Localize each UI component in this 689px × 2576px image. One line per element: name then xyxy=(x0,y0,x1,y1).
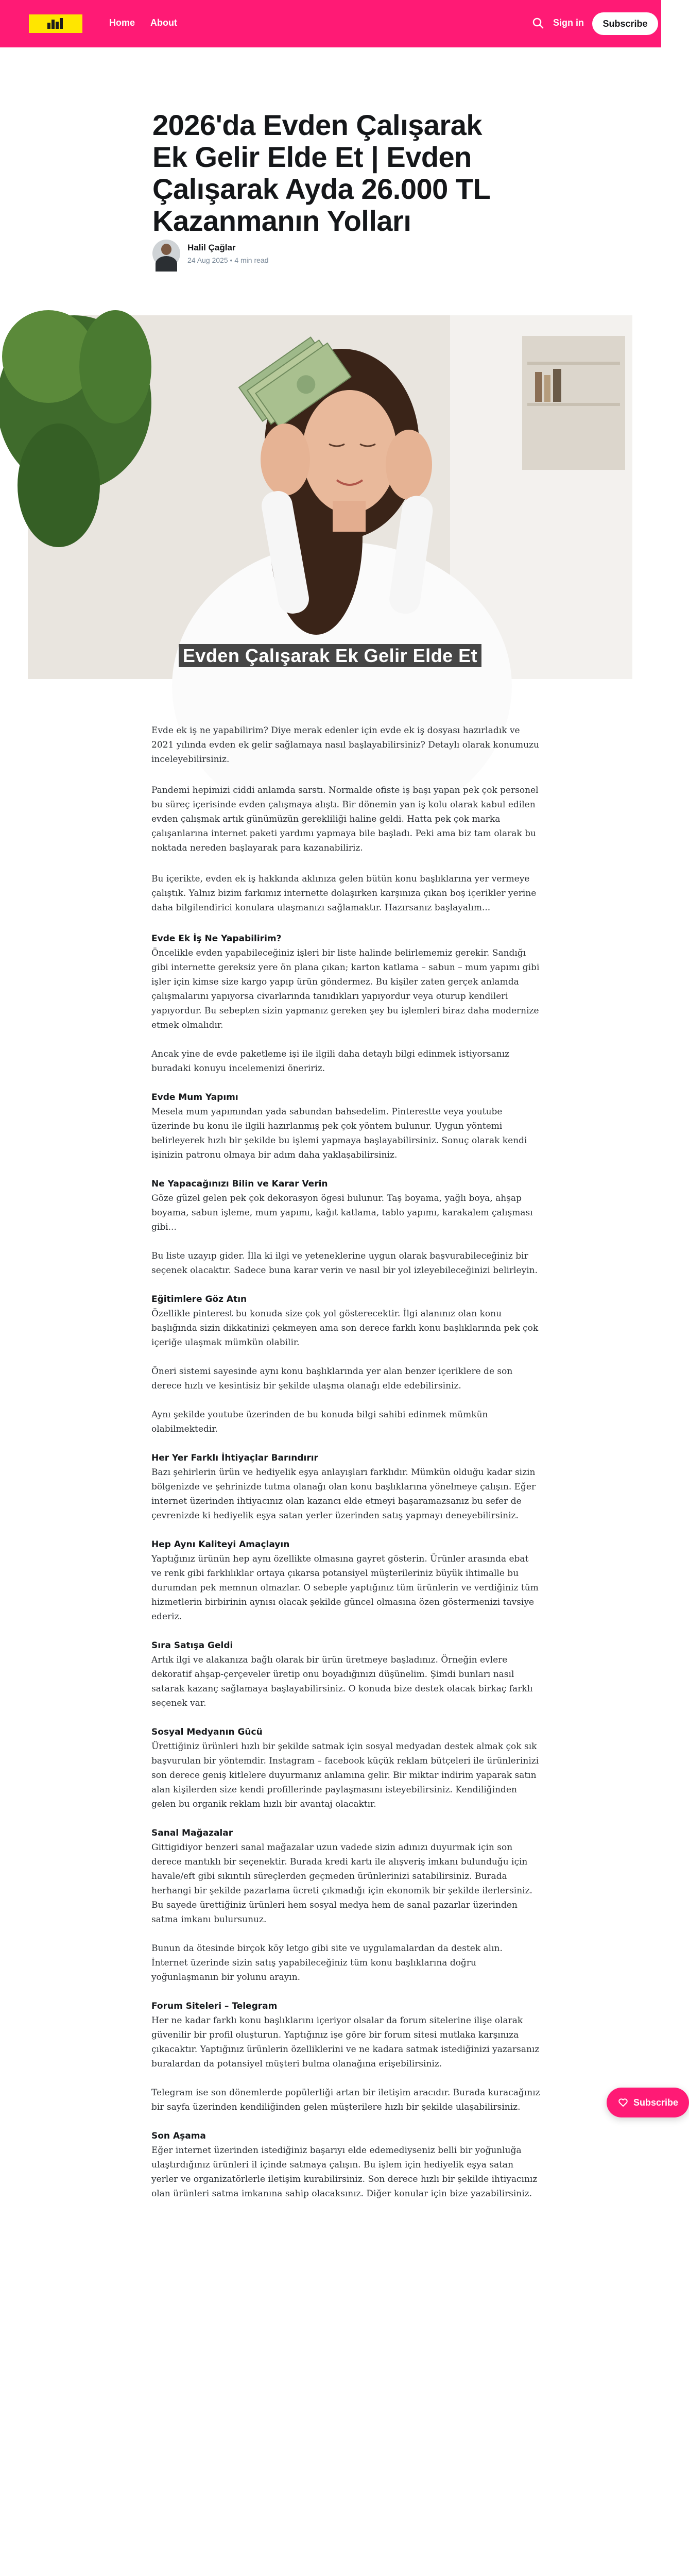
section-heading: Sıra Satışa Geldi xyxy=(151,1640,233,1651)
section-paragraph: Ürettiğiniz ürünleri hızlı bir şekilde satmak için sosyal medyadan destek almak çok sık başvurulan bir yöntemdir. Instagram – facebook küçük reklam bütçeleri ile ürünlerinizi son derece geniş kitlelere duyurmanız anlamına gelir. Bir miktar indirim yaparak satın alan kişilerden size kendi profillerinde paylaşmasını isteyebilirsiniz. Kendiliğinden gelen bu organik reklam hızlı bir avantaj olacaktır. xyxy=(151,1741,539,1809)
section xyxy=(151,931,541,1076)
section xyxy=(151,1292,541,1436)
author-name[interactable]: Halil Çağlar xyxy=(187,243,236,252)
section-paragraph: Ancak yine de evde paketleme işi ile ilgili daha detaylı bilgi edinmek istiyorsanız buradaki konuyu incelemenizi öneririz. xyxy=(151,1049,510,1074)
article-body xyxy=(151,723,541,2215)
site-header xyxy=(0,0,661,47)
section xyxy=(151,2129,541,2201)
section xyxy=(151,1725,541,1811)
section-paragraph: Telegram ise son dönemlerde popülerliği artan bir iletişim aracıdır. Burada kuracağınız bir sayfa üzerinden kendiliğinden gelen müşterilere hızlı bir şekilde ulaşabilirsiniz. xyxy=(151,2088,540,2112)
section-heading: Sosyal Medyanın Gücü xyxy=(151,1727,263,1737)
floating-subscribe-button[interactable] xyxy=(607,2088,689,2117)
section-paragraph: Eğer internet üzerinden istediğiniz başarıyı elde edemediyseniz belli bir yoğunluğa ulaştırdığınız ürünleri il içinde satmaya çalışın. Bu işlem için hediyelik eşya satan yerler ve organizatörlerle iletişim kurabilirsiniz. Son derece hızlı bir şekilde ihtiyacınız olan ürünleri satma imkanına sahip olacaksınız. Diğer konular için bize yazabilirsiniz. xyxy=(151,2145,538,2199)
section-heading: Eğitimlere Göz Atın xyxy=(151,1294,247,1304)
section-paragraph: Bu liste uzayıp gider. İlla ki ilgi ve yeteneklerine uygun olarak başvurabileceğiniz bir seçenek olacaktır. Sadece buna karar verin ve nasıl bir yol izleyebileceğinizi belirleyin. xyxy=(151,1251,538,1276)
section xyxy=(151,1826,541,1985)
hero-caption: Evden Çalışarak Ek Gelir Elde Et xyxy=(28,645,632,667)
section-paragraph: Artık ilgi ve alakanıza bağlı olarak bir ürün üretmeye başladınız. Örneğin evlere dekoratif ahşap-çerçeveler üretip onu boyadığınızı düşünelim. Şimdi bunları nasıl satarak kazanç sağlamaya başlayabilirsiniz. O konuda bize destek olacak birkaç farklı seçenek var. xyxy=(151,1655,533,1708)
section-paragraph: Bunun da ötesinde birçok köy letgo gibi site ve uygulamalardan da destek alın. İnternet üzerinde sizin satış yapabileceğiniz tüm konu başlıklarına doğru yoğunlaşmanın bir yolunu arayın. xyxy=(151,1943,503,1982)
section-paragraph: Yaptığınız ürünün hep aynı özellikte olmasına gayret gösterin. Ürünler arasında ebat ve renk gibi farklılıklar ortaya çıkarsa potansiyel müşterileriniz büyük ihtimalle bu durumdan pek memnun olmazlar. O sebeple yaptığınız tüm ürünlerin ve verdiğiniz tüm hizmetlerin birbirinin aynısı olacak şekilde güncel olmasına özen göstermenizi tavsiye ederiz. xyxy=(151,1554,539,1622)
site-logo[interactable] xyxy=(29,14,82,33)
section-paragraph: Gittigidiyor benzeri sanal mağazalar uzun vadede sizin adınızı duyurmak için son derece mantıklı bir seçenektir. Burada kredi kartı ile alışveriş imkanı bulunduğu için havale/eft gibi sıkıntılı süreçlerden geçmeden ürünlerinizi satabilirsiniz. Burada herhangi bir şekilde pazarlama ücreti çıkmadığı için ekonomik bir şekilde ilerlersiniz. Bu sayede ürettiğiniz ürünleri hem sosyal medya hem de sanal pazarlar üzerinden satma imkanı bulursunuz. xyxy=(151,1842,532,1925)
section-heading: Ne Yapacağınızı Bilin ve Karar Verin xyxy=(151,1179,328,1189)
search-icon[interactable] xyxy=(531,16,545,30)
section-heading: Her Yer Farklı İhtiyaçlar Barındırır xyxy=(151,1453,318,1463)
nav-about[interactable]: About xyxy=(150,18,177,28)
author-avatar[interactable] xyxy=(152,240,180,267)
section-heading: Evde Mum Yapımı xyxy=(151,1092,238,1103)
author-byline xyxy=(152,238,268,269)
intro-paragraph: Bu içerikte, evden ek iş hakkında aklınıza gelen bütün konu başlıklarına yer vermeye çalıştık. Yalnız bizim farkımız internette dolaşırken karşınıza çıkan boş içerikler yerine daha bilgilendirici konulara ulaşmanızı sağlamaktır. Hazırsanız başlayalım... xyxy=(151,874,537,913)
section xyxy=(151,1090,541,1162)
nav-home[interactable]: Home xyxy=(109,18,135,28)
sign-in-link[interactable]: Sign in xyxy=(553,18,584,28)
section-paragraph: Öneri sistemi sayesinde aynı konu başlıklarında yer alan benzer içeriklere de son derece hızlı ve kesintisiz bir şekilde ulaşma olanağı elde edebilirsiniz. xyxy=(151,1366,513,1391)
section-heading: Evde Ek İş Ne Yapabilirim? xyxy=(151,934,282,944)
intro-paragraph: Evde ek iş ne yapabilirim? Diye merak edenler için evde ek iş dosyası hazırladık ve 2021 yılında evden ek gelir sağlamaya nasıl başlayabilirsiniz? Detaylı olarak konumuzu inceleyebilirsiniz. xyxy=(151,725,539,765)
main-nav xyxy=(109,18,177,28)
section xyxy=(151,1638,541,1710)
section-paragraph: Her ne kadar farklı konu başlıklarını içeriyor olsalar da forum sitelerine ilişe olarak güvenilir bir profil oluşturun. Yaptığınız işe göre bir forum sitesi mutlaka karşınıza çıkacaktır. Yaptığınız ürünlerin özelliklerini ve ne kadara satmak istediğinizi yazarsanız buralardan da potansiyel müşteri bulma olanağına erişebilirsiniz. xyxy=(151,2015,540,2069)
section-paragraph: Bazı şehirlerin ürün ve hediyelik eşya anlayışları farklıdır. Mümkün olduğu kadar sizin bölgenizde ve şehrinizde tutma olanağı olan konu başlıklarına yönelmeye çalışın. Eğer internet üzerinden ihtiyacınız olan kazancı elde etmeyi başaramazsanız bu sefer de çevrenizde ki hediyelik eşya satan yerler üzerinden satış yapmayı deneyebilirsiniz. xyxy=(151,1467,536,1521)
section-paragraph: Göze güzel gelen pek çok dekorasyon ögesi bulunur. Taş boyama, yağlı boya, ahşap boyama, sabun işleme, mum yapımı, kağıt katlama, tablo yapımı, karakalem çalışması gibi... xyxy=(151,1193,533,1232)
logo-icon xyxy=(47,18,64,30)
section-paragraph: Öncelikle evden yapabileceğiniz işleri bir liste halinde belirlememiz gerekir. Sandığı gibi internette gereksiz yere ön plana çıkan; karton katlama – sabun – mum yapımı gibi işler için kimse size kargo yapıp ürün göndermez. Bu kişiler zaten gerçek anlamda çalışmalarını yapıyorsa civarlarında tanıdıkları yapıyordur veya oturup kendileri yapıyordur. Bu sebepten sizin yapmanız gereken şey bu işlemleri biraz daha modernize etmek olmalıdır. xyxy=(151,948,540,1030)
intro-paragraph: Pandemi hepimizi ciddi anlamda sarstı. Normalde ofiste iş başı yapan pek çok personel bu süreç içerisinde evden çalışmaya alıştı. Bir dönemin yan iş kolu olarak kabul edilen evden çalışmak artık günümüzün gerekliliği haline geldi. Hatta pek çok marka çalışanlarına internet paketi yardımı yapmaya bile başladı. Peki ama biz tam olarak bu noktada nereden başlayarak para kazanabiliriz. xyxy=(151,785,539,853)
section-heading: Forum Siteleri – Telegram xyxy=(151,2001,278,2011)
section-heading: Son Aşama xyxy=(151,2131,206,2141)
section xyxy=(151,1537,541,1624)
section xyxy=(151,1451,541,1523)
section-paragraph: Aynı şekilde youtube üzerinden de bu konuda bilgi sahibi edinmek mümkün olabilmektedir. xyxy=(151,1410,488,1434)
section-heading: Hep Aynı Kaliteyi Amaçlayın xyxy=(151,1539,290,1550)
section xyxy=(151,1999,541,2114)
header-subscribe-button[interactable]: Subscribe xyxy=(592,12,658,35)
section xyxy=(151,1177,541,1278)
hero-image xyxy=(28,315,632,679)
floating-subscribe-label: Subscribe xyxy=(633,2097,679,2108)
section-paragraph: Mesela mum yapımından yada sabundan bahsedelim. Pinterestte veya youtube üzerinde bu konu ile ilgili hazırlanmış pek çok yöntem bulunur. Uygun yöntemi belirleyerek hızlı bir şekilde bu işlemi yapmaya başlayabilirsiniz. Sonuç olarak kendi işinizin patronu olmaya bir adım daha yaklaşabilirsiniz. xyxy=(151,1107,527,1160)
section-heading: Sanal Mağazalar xyxy=(151,1828,233,1838)
article-title: 2026'da Evden Çalışarak Ek Gelir Elde Et | Evden Çalışarak Ayda 26.000 TL Kazanmanın Yolları xyxy=(152,109,490,237)
publish-date-readtime: 24 Aug 2025 • 4 min read xyxy=(187,256,269,264)
heart-icon xyxy=(618,2097,628,2108)
section-paragraph: Özellikle pinterest bu konuda size çok yol gösterecektir. İlgi alanınız olan konu başlığında sizin dikkatinizi çekmeyen ama son derece farklı konu başlıklarında pek çok içeriğe ulaşmak mümkün olabilir. xyxy=(151,1309,539,1348)
